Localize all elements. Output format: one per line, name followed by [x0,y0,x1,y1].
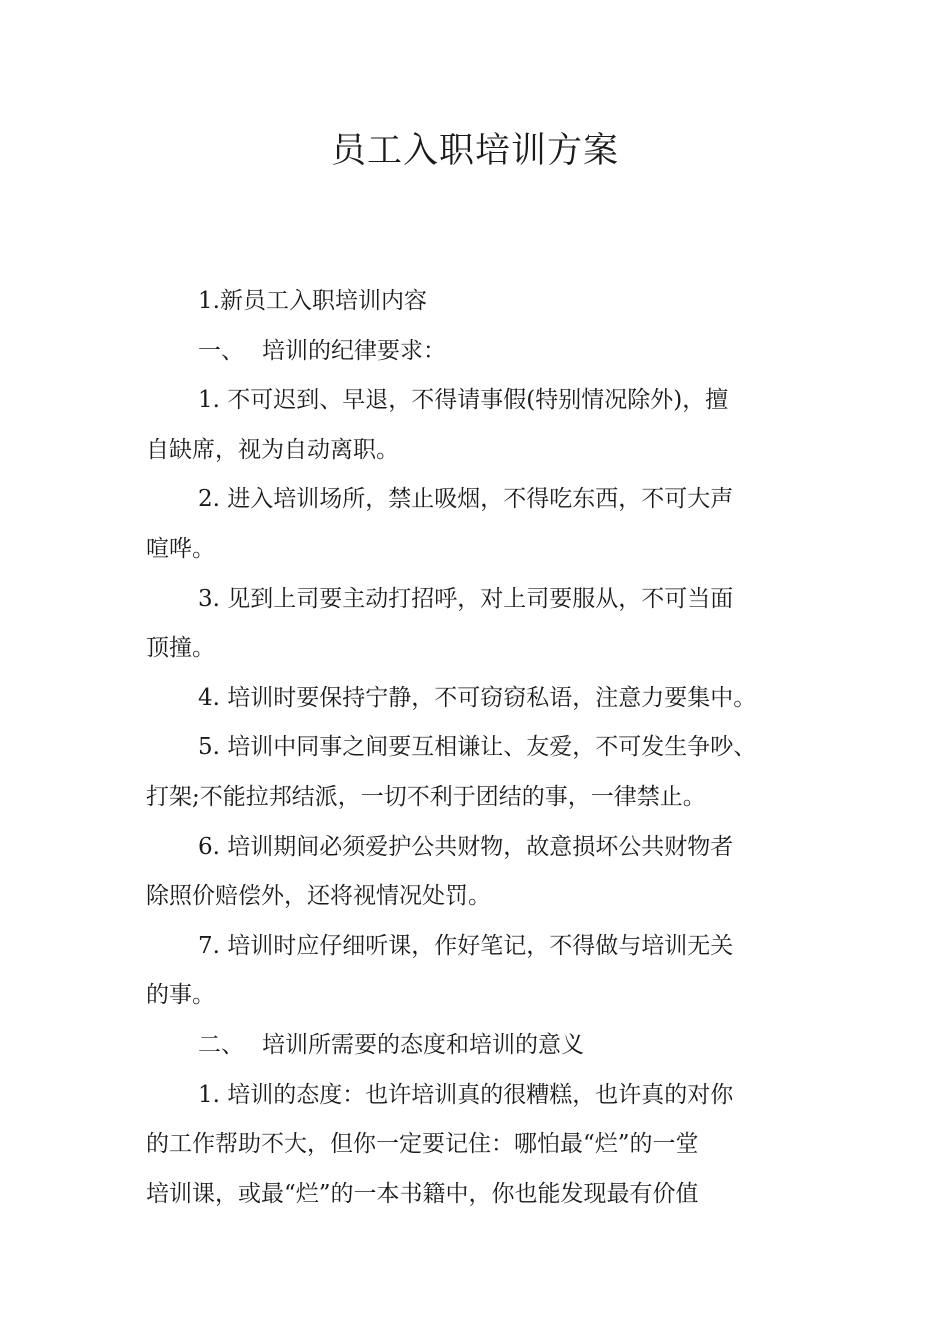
paragraph-line: 顶撞。 [146,635,215,662]
paragraph-line: 喧哗。 [146,535,215,562]
paragraph-line: 4. 培训时要保持宁静，不可窃窃私语，注意力要集中。 [198,684,757,711]
subsection-number: 一、 [198,337,244,364]
section-heading: 1.新员工入职培训内容 [198,288,427,314]
subsection-heading-2 [146,1021,810,1071]
paragraph-line: 的工作帮助不大，但你一定要记住：哪怕最“烂”的一堂 [146,1131,699,1158]
document-body [146,277,810,1219]
paragraph-line: 3. 见到上司要主动打招呼，对上司要服从，不可当面 [198,585,734,612]
paragraph-line: 的事。 [146,982,215,1009]
paragraph-line: 1. 不可迟到、早退，不得请事假(特别情况除外)，擅 [198,387,729,414]
paragraph-line: 自缺席，视为自动离职。 [146,436,399,463]
paragraph-line: 培训课，或最“烂”的一本书籍中，你也能发现最有价值 [146,1180,699,1207]
paragraph-line: 5. 培训中同事之间要互相谦让、友爱，不可发生争吵、 [198,734,757,761]
paragraph-line: 2. 进入培训场所，禁止吸烟，不得吃东西，不可大声 [198,486,734,513]
subsection-title: 培训所需要的态度和培训的意义 [262,1031,584,1058]
subsection-heading-1 [146,327,810,377]
subsection-number: 二、 [198,1031,244,1058]
paragraph-line: 1. 培训的态度：也许培训真的很糟糕，也许真的对你 [198,1081,734,1108]
paragraph-line: 6. 培训期间必须爱护公共财物，故意损坏公共财物者 [198,833,734,860]
document-title: 员工入职培训方案 [330,131,619,171]
paragraph-line: 除照价赔偿外，还将视情况处罚。 [146,883,491,910]
paragraph-line: 7. 培训时应仔细听课，作好笔记，不得做与培训无关 [198,932,734,959]
paragraph-line: 打架;不能拉邦结派，一切不利于团结的事，一律禁止。 [146,783,706,810]
subsection-title: 培训的纪律要求： [262,337,446,364]
